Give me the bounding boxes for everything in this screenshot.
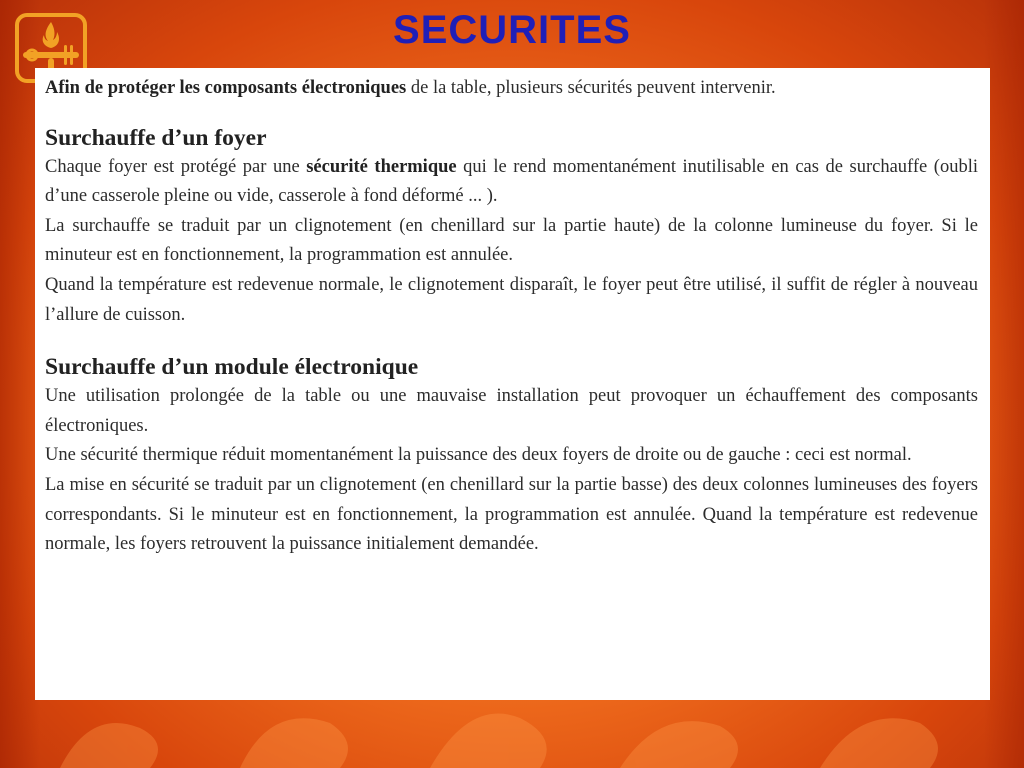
background-right-shade bbox=[984, 0, 1024, 768]
section-module-paragraph-2: Une sécurité thermique réduit momentanément la puissance des deux foyers de droite ou de gauche : ceci est normal. bbox=[45, 445, 912, 466]
section-spacer bbox=[45, 330, 978, 352]
section-foyer-paragraph-3: Quand la température est redevenue normale, le clignotement disparaît, le foyer peut être utilisé, il suffit de régler à nouveau l’allure de cuisson. bbox=[45, 274, 978, 325]
slide-title: SECURITES bbox=[393, 8, 631, 52]
background-left-shade bbox=[0, 0, 40, 768]
paragraph-text: Chaque foyer est protégé par une bbox=[45, 156, 307, 177]
section-foyer-paragraph-1 bbox=[45, 153, 978, 212]
section-heading-foyer: Surchauffe d’un foyer bbox=[45, 124, 267, 151]
intro-paragraph bbox=[45, 74, 978, 104]
paragraph-text: qui le rend momentanément inutilisable en cas de surchauffe (oubli d’une casserole pleine ou vide, casserole à fond déformé ... ). bbox=[45, 156, 978, 207]
section-foyer-paragraph-2: La surchauffe se traduit par un clignotement (en chenillard sur la partie haute) de la colonne lumineuse du foyer. Si le minuteur est en fonctionnement, la programmation est annulée. bbox=[45, 215, 978, 266]
background-decoration bbox=[0, 698, 1024, 768]
section-module-paragraph-1: Une utilisation prolongée de la table ou une mauvaise installation peut provoquer un échauffement des composants électroniques. bbox=[45, 386, 978, 436]
section-heading-module: Surchauffe d’un module électronique bbox=[45, 354, 419, 381]
intro-text: de la table, plusieurs sécurités peuvent intervenir. bbox=[406, 78, 776, 98]
paragraph-bold-text: sécurité thermique bbox=[306, 156, 457, 177]
section-module-paragraph-3: La mise en sécurité se traduit par un clignotement (en chenillard sur la partie basse) des deux colonnes lumineuses des foyers correspondants. Si le minuteur est en fonctionnement, la programmation est annulée. Quand la température est redevenue normale, les foyers retrouvent la puissance initialement demandée. bbox=[45, 474, 978, 555]
intro-bold-text: Afin de protéger les composants électroniques bbox=[45, 78, 407, 98]
scanned-document bbox=[35, 68, 990, 700]
